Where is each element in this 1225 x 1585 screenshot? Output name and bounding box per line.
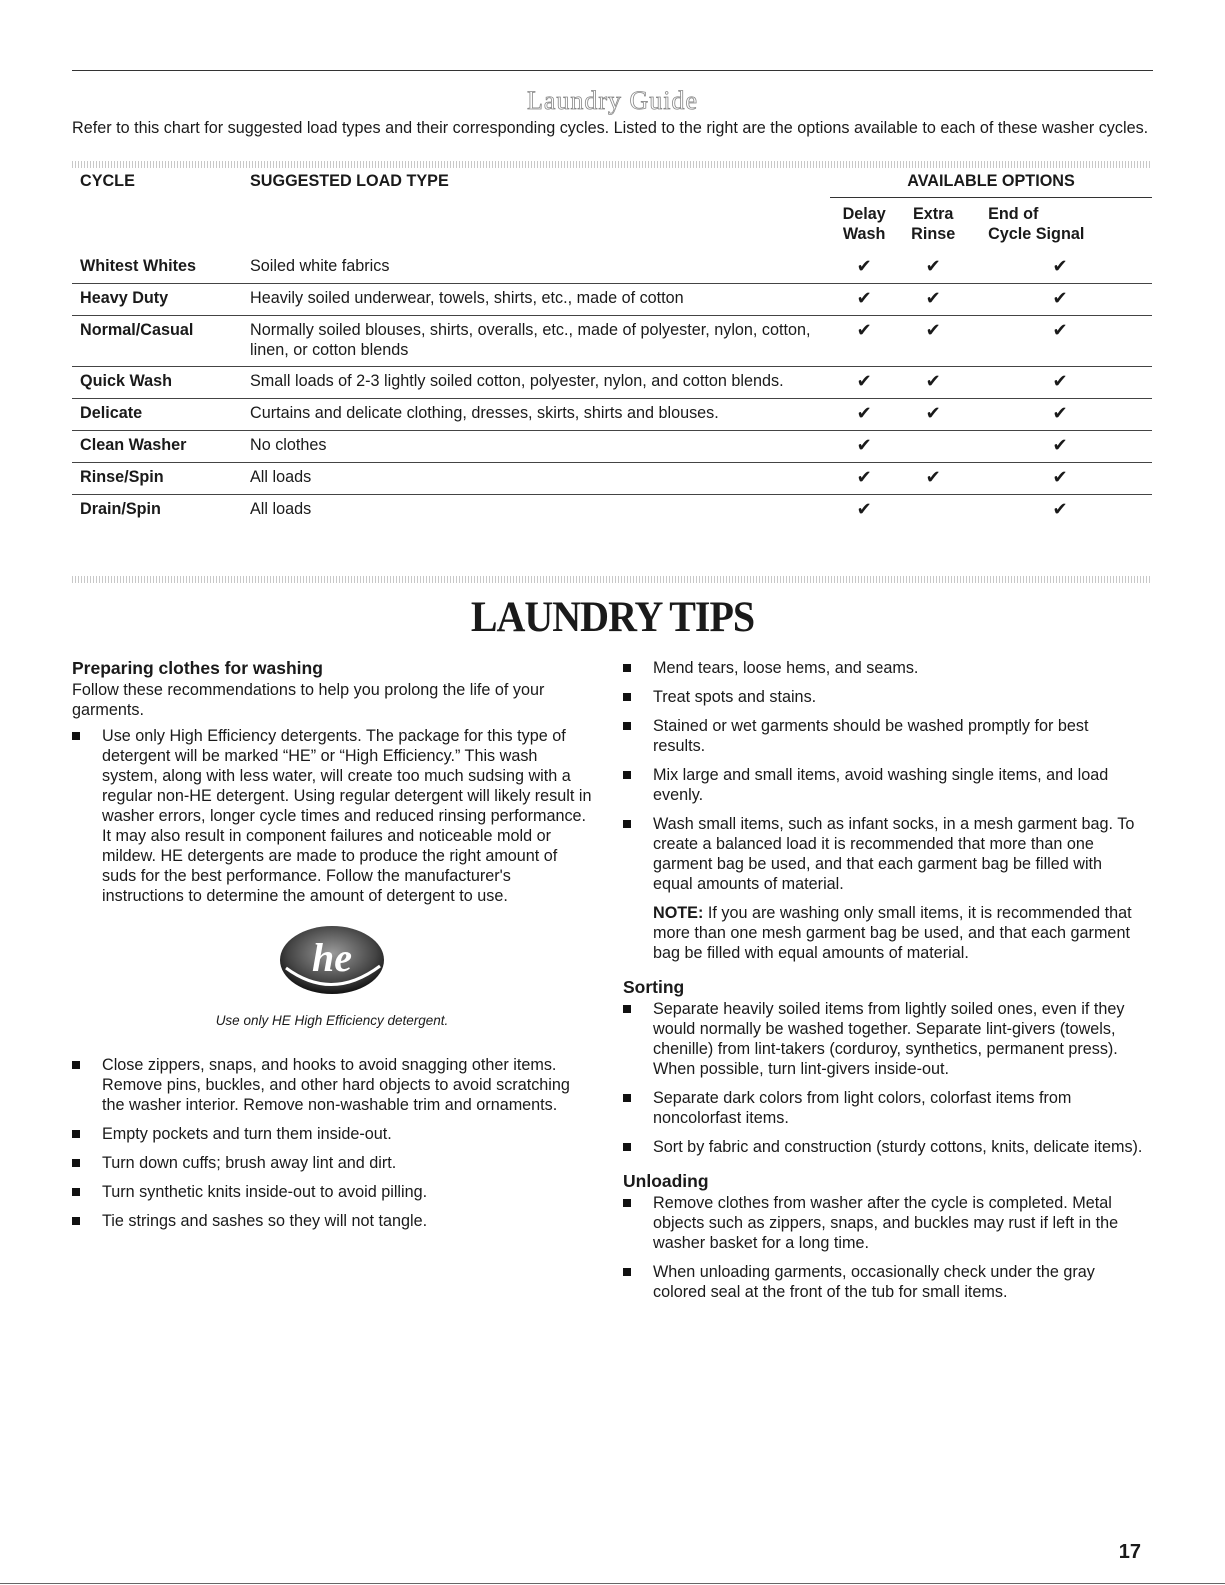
- preparing-intro: Follow these recommendations to help you prolong the life of your garments.: [72, 681, 545, 719]
- extra-rinse-check-icon: ✔: [925, 320, 941, 340]
- cycle-name: Delicate: [72, 399, 250, 431]
- list-item: [72, 1055, 592, 1115]
- preparing-bullet-list: [72, 1055, 592, 1231]
- bullet-text: Wash small items, such as infant socks, in a mesh garment bag. To create a balanced load it is recommended that more than one garment bag be used, and that each garment bag be filled with equal amounts of material.: [653, 815, 1135, 893]
- bullet-square: [623, 693, 631, 701]
- table-row: [72, 495, 1152, 527]
- end-signal-check: [968, 316, 1152, 367]
- extra-rinse-check: [898, 495, 968, 527]
- load-type: Curtains and delicate clothing, dresses, skirts, shirts and blouses.: [250, 399, 830, 431]
- end-signal-check: [968, 463, 1152, 495]
- cycle-name: Drain/Spin: [80, 500, 161, 518]
- shade-band-top: [72, 161, 1152, 168]
- end-signal-check-icon: ✔: [1052, 435, 1068, 455]
- delay-wash-check: [830, 463, 898, 495]
- table-header-row: [72, 168, 1152, 198]
- laundry-tips-title: LAUNDRY TIPS: [470, 592, 755, 641]
- end-signal-check: [968, 431, 1152, 463]
- bullet-text: Tie strings and sashes so they will not tangle.: [102, 1212, 428, 1230]
- table-row: [72, 431, 1152, 463]
- list-item: [72, 1124, 592, 1144]
- preparing-continued-list: [623, 658, 1143, 894]
- end-signal-check-icon: ✔: [1052, 499, 1068, 519]
- load-type: Normally soiled blouses, shirts, overalls, etc., made of polyester, nylon, cotton, linen, or cotton blends: [250, 316, 830, 367]
- extra-rinse-check: [898, 463, 968, 495]
- bullet-square: [72, 1130, 80, 1138]
- list-item: [623, 999, 1143, 1079]
- table-row: [72, 252, 1152, 284]
- he-logo-icon: [276, 922, 388, 998]
- bullet-square: [623, 664, 631, 672]
- list-item: [623, 658, 1143, 678]
- list-item: [623, 1193, 1143, 1253]
- bullet-text: Treat spots and stains.: [653, 688, 817, 706]
- bullet-text: Turn down cuffs; brush away lint and dirt.: [102, 1154, 397, 1172]
- tips-right-column: [623, 658, 1143, 1311]
- bullet-text: Empty pockets and turn them inside-out.: [102, 1125, 392, 1143]
- delay-wash-check: [830, 495, 898, 527]
- bullet-square: [623, 1094, 631, 1102]
- delay-wash-check: [830, 316, 898, 367]
- preparing-heading: Preparing clothes for washing: [72, 658, 323, 678]
- he-logo: [72, 922, 592, 1003]
- table-row: [72, 367, 1152, 399]
- list-item: [623, 1088, 1143, 1128]
- bullet-text: Stained or wet garments should be washed promptly for best results.: [653, 717, 1089, 755]
- header-delay-line2: Wash: [842, 225, 886, 243]
- end-signal-check-icon: ✔: [1052, 467, 1068, 487]
- header-signal-line1: End of: [988, 205, 1039, 223]
- shade-band-bottom: [72, 576, 1152, 583]
- he-bullet-text: Use only High Efficiency detergents. The package for this type of detergent will be marked “HE” or “High Efficiency.” This wash system, along with less water, will create too much sudsing with a regular non-HE detergent. Using regular detergent will likely result in washer errors, longer cycle times and reduced rinsing performance. It may also result in component failures and noticeable mold or mildew. HE detergents are made to produce the right amount of suds for the best performance. Follow the manufacturer's instructions to determine the amount of detergent to use.: [102, 727, 592, 905]
- load-type: All loads: [250, 500, 312, 518]
- list-item: [623, 716, 1143, 756]
- bullet-square: [623, 1005, 631, 1013]
- header-end-of-cycle-signal: [968, 198, 1152, 253]
- end-signal-check: [968, 367, 1152, 399]
- header-signal-line2: Cycle Signal: [988, 225, 1085, 243]
- header-rinse-line2: Rinse: [911, 225, 956, 243]
- bullet-square: [623, 1199, 631, 1207]
- header-load-type: SUGGESTED LOAD TYPE: [250, 172, 449, 190]
- extra-rinse-check-icon: ✔: [925, 288, 941, 308]
- end-signal-check-icon: ✔: [1052, 371, 1068, 391]
- page-number: 17: [1118, 1541, 1141, 1563]
- end-signal-check: [968, 252, 1152, 284]
- bullet-text: Close zippers, snaps, and hooks to avoid snagging other items. Remove pins, buckles, and other hard objects to avoid scratching the washer interior. Remove non-washable trim and ornaments.: [102, 1056, 570, 1114]
- list-item: [72, 1182, 592, 1202]
- bullet-square: [623, 722, 631, 730]
- load-type: Heavily soiled underwear, towels, shirts, etc., made of cotton: [250, 284, 830, 316]
- header-available-options: AVAILABLE OPTIONS: [830, 168, 1152, 198]
- extra-rinse-check: [898, 252, 968, 284]
- load-type: All loads: [250, 463, 830, 495]
- header-rinse-line1: Extra: [912, 205, 954, 223]
- extra-rinse-check-icon: ✔: [925, 403, 941, 423]
- extra-rinse-check-icon: ✔: [925, 467, 941, 487]
- list-item: [72, 1211, 592, 1231]
- header-delay-line1: Delay: [842, 205, 886, 223]
- list-item: [623, 1137, 1143, 1157]
- delay-wash-check: [830, 399, 898, 431]
- delay-wash-check: [830, 431, 898, 463]
- bullet-text: Turn synthetic knits inside-out to avoid pilling.: [102, 1183, 428, 1201]
- end-signal-check-icon: ✔: [1052, 320, 1068, 340]
- bottom-rule: [0, 1583, 1225, 1584]
- sorting-bullet-list: [623, 999, 1143, 1157]
- delay-wash-check: [830, 252, 898, 284]
- cycle-name: Heavy Duty: [72, 284, 250, 316]
- he-bullet-list: [72, 726, 592, 906]
- bullet-square: [623, 771, 631, 779]
- bullet-square: [623, 1143, 631, 1151]
- list-item: [623, 814, 1143, 894]
- bullet-square: [72, 1217, 80, 1225]
- delay-wash-check: [830, 284, 898, 316]
- unloading-bullet-list: [623, 1193, 1143, 1302]
- end-signal-check: [968, 284, 1152, 316]
- extra-rinse-check-icon: ✔: [925, 371, 941, 391]
- table-row: [72, 284, 1152, 316]
- table-row: [72, 463, 1152, 495]
- extra-rinse-check: [898, 284, 968, 316]
- sorting-heading: Sorting: [623, 977, 685, 997]
- delay-wash-check-icon: ✔: [856, 499, 872, 519]
- mesh-bag-note: [623, 903, 1143, 963]
- header-delay-wash: [830, 198, 898, 253]
- bullet-text: Separate dark colors from light colors, colorfast items from noncolorfast items.: [653, 1089, 1072, 1127]
- he-caption: Use only HE High Efficiency detergent.: [215, 1013, 449, 1028]
- bullet-text: When unloading garments, occasionally check under the gray colored seal at the front of the tub for small items.: [653, 1263, 1095, 1301]
- bullet-text: Separate heavily soiled items from lightly soiled ones, even if they would normally be washed together. Separate lint-givers (towels, chenille) from lint-takers (corduroy, synthetics, permanent press). When possible, turn lint-givers inside-out.: [653, 1000, 1125, 1078]
- delay-wash-check-icon: ✔: [856, 320, 872, 340]
- bullet-square: [72, 1159, 80, 1167]
- list-item: [623, 1262, 1143, 1302]
- load-type: No clothes: [250, 431, 830, 463]
- delay-wash-check-icon: ✔: [856, 467, 872, 487]
- cycle-name: Whitest Whites: [72, 252, 250, 284]
- end-signal-check-icon: ✔: [1052, 288, 1068, 308]
- extra-rinse-check: [898, 431, 968, 463]
- cycle-name: Rinse/Spin: [72, 463, 250, 495]
- laundry-guide-table: [72, 168, 1152, 526]
- extra-rinse-check: [898, 367, 968, 399]
- delay-wash-check: [830, 367, 898, 399]
- delay-wash-check-icon: ✔: [856, 256, 872, 276]
- bullet-text: Mix large and small items, avoid washing single items, and load evenly.: [653, 766, 1109, 804]
- cycle-name: Normal/Casual: [72, 316, 250, 367]
- header-extra-rinse: [898, 198, 968, 253]
- list-item: [72, 726, 592, 906]
- bullet-text: Remove clothes from washer after the cycle is completed. Metal objects such as zippers, snaps, and buckles may rust if left in the washer basket for a long time.: [653, 1194, 1119, 1252]
- delay-wash-check-icon: ✔: [856, 403, 872, 423]
- bullet-square: [72, 732, 80, 740]
- header-cycle: CYCLE: [80, 172, 135, 190]
- end-signal-check-icon: ✔: [1052, 403, 1068, 423]
- end-signal-check: [968, 495, 1152, 527]
- he-logo-text: he: [312, 935, 352, 980]
- end-signal-check: [968, 399, 1152, 431]
- bullet-square: [623, 820, 631, 828]
- table-row: [72, 316, 1152, 367]
- extra-rinse-check-icon: ✔: [925, 256, 941, 276]
- delay-wash-check-icon: ✔: [856, 371, 872, 391]
- bullet-square: [72, 1188, 80, 1196]
- list-item: [623, 765, 1143, 805]
- list-item: [623, 687, 1143, 707]
- extra-rinse-check: [898, 316, 968, 367]
- end-signal-check-icon: ✔: [1052, 256, 1068, 276]
- guide-intro: Refer to this chart for suggested load types and their corresponding cycles. Listed to the right are the options available to each of these washer cycles.: [72, 119, 1149, 137]
- top-rule: [72, 70, 1153, 71]
- tips-left-column: [72, 658, 592, 1240]
- bullet-square: [623, 1268, 631, 1276]
- laundry-guide-title: Laundry Guide: [526, 86, 699, 115]
- unloading-heading: Unloading: [623, 1171, 709, 1191]
- note-text: If you are washing only small items, it is recommended that more than one mesh garment bag be used, and that each garment bag be filled with equal amounts of material.: [653, 904, 1132, 962]
- table-row: [72, 399, 1152, 431]
- cycle-name: Clean Washer: [72, 431, 250, 463]
- bullet-square: [72, 1061, 80, 1069]
- delay-wash-check-icon: ✔: [856, 288, 872, 308]
- table-subheader-row: [72, 198, 1152, 253]
- note-label: NOTE:: [653, 904, 704, 922]
- bullet-text: Mend tears, loose hems, and seams.: [653, 659, 919, 677]
- cycle-name: Quick Wash: [72, 367, 250, 399]
- list-item: [72, 1153, 592, 1173]
- load-type: Soiled white fabrics: [250, 252, 830, 284]
- load-type: Small loads of 2-3 lightly soiled cotton, polyester, nylon, and cotton blends.: [250, 367, 830, 399]
- extra-rinse-check: [898, 399, 968, 431]
- delay-wash-check-icon: ✔: [856, 435, 872, 455]
- bullet-text: Sort by fabric and construction (sturdy cottons, knits, delicate items).: [653, 1138, 1143, 1156]
